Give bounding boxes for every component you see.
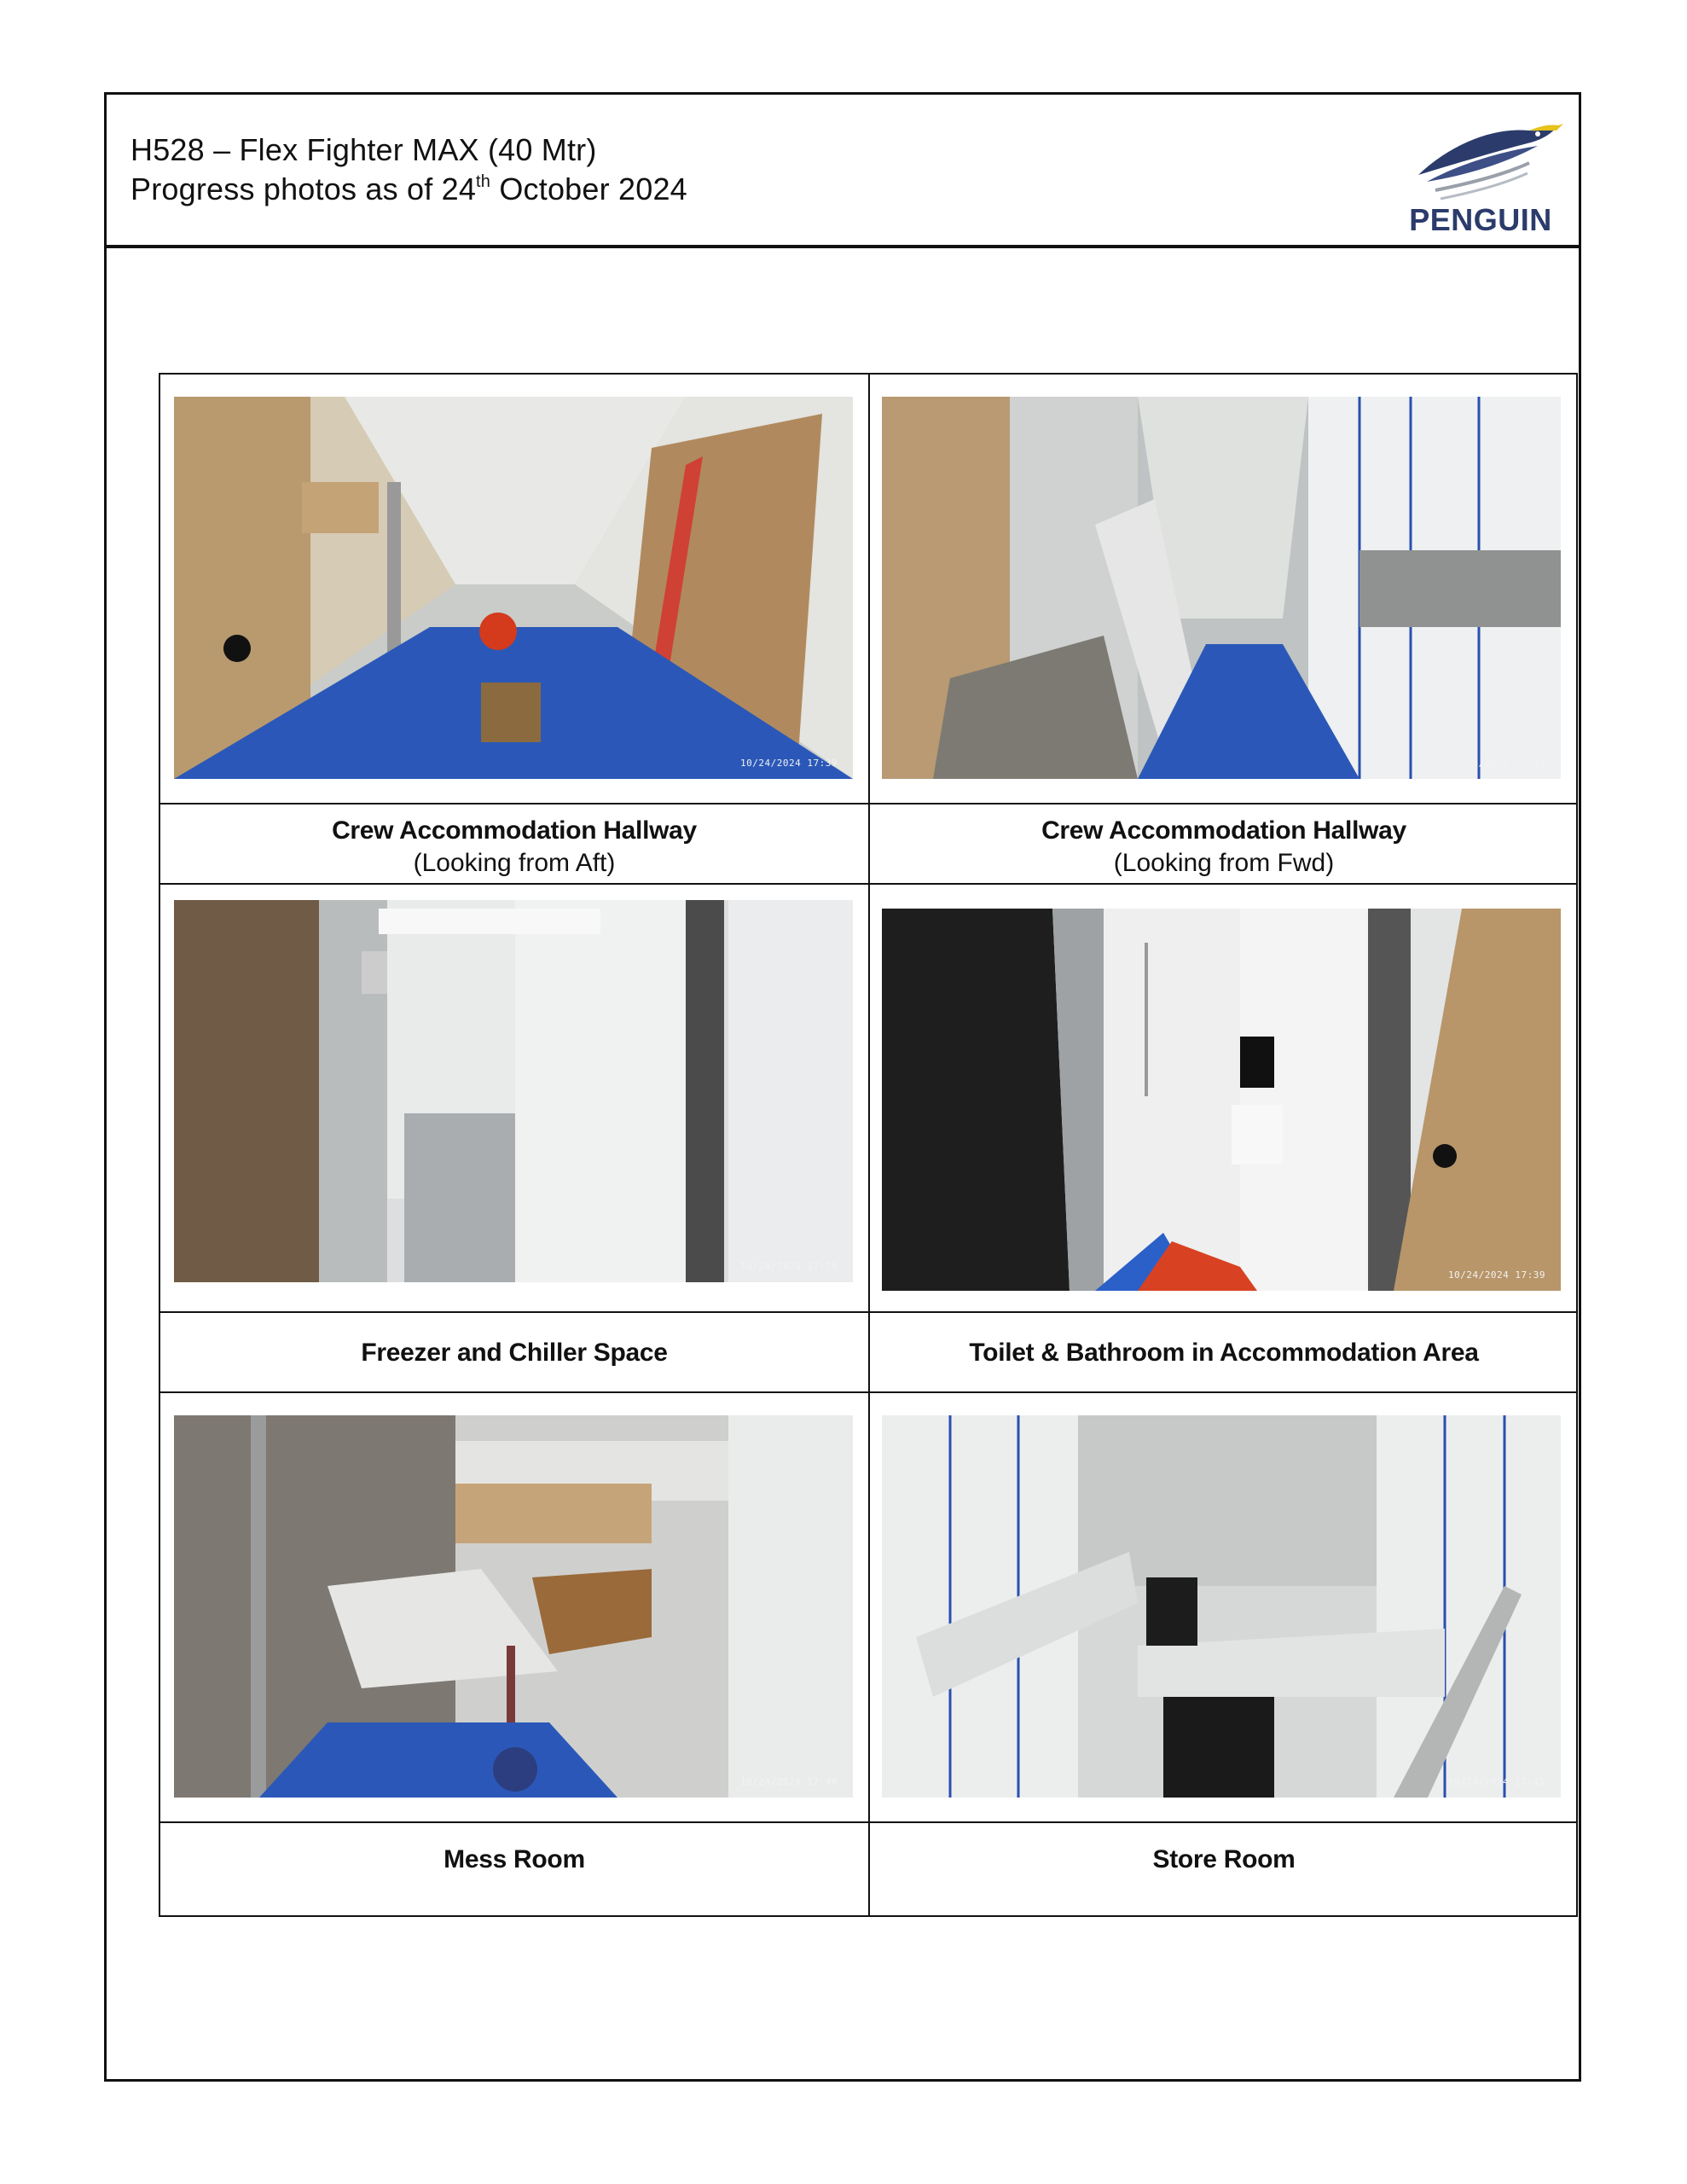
logo-wordmark: PENGUIN [1409, 202, 1552, 237]
photo-timestamp: 10/24/2024 17:42 [1448, 758, 1545, 769]
caption-title: Crew Accommodation Hallway [332, 816, 697, 845]
grid-divider [160, 1391, 1576, 1393]
photo-caption [160, 1337, 868, 1369]
document-header [107, 95, 1579, 248]
photo-timestamp: 10/24/2024 17:40 [740, 1776, 838, 1787]
caption-title: Store Room [1152, 1845, 1296, 1873]
caption-title: Mess Room [443, 1845, 585, 1873]
photo-hallway-fwd [882, 397, 1561, 779]
photo-caption [870, 1337, 1578, 1369]
grid-divider [160, 1311, 1576, 1313]
document-title: H528 – Flex Fighter MAX (40 Mtr) [130, 132, 597, 167]
document-subtitle: Progress photos as of 24th October 2024 [130, 171, 687, 206]
grid-divider [868, 375, 870, 1915]
photo-freezer-chiller [174, 900, 853, 1282]
grid-divider [160, 803, 1576, 804]
photo-caption [160, 1844, 868, 1876]
grid-divider [160, 883, 1576, 885]
photo-caption [870, 815, 1578, 880]
photo-caption [870, 1844, 1578, 1876]
caption-title: Crew Accommodation Hallway [1041, 816, 1406, 845]
photo-toilet-bathroom [882, 909, 1561, 1291]
photo-timestamp: 10/24/2024 17:29 [740, 1261, 838, 1272]
photo-timestamp: 10/24/2024 17:39 [1448, 1269, 1545, 1281]
photo-mess-room [174, 1415, 853, 1798]
photo-timestamp: 10/24/2024 17:39 [740, 758, 838, 769]
caption-subtitle: (Looking from Fwd) [1113, 849, 1335, 877]
photo-hallway-aft [174, 397, 853, 779]
grid-divider [160, 1821, 1576, 1823]
photo-timestamp: 10/24/2024 17:41 [1448, 1776, 1545, 1787]
photo-caption [160, 815, 868, 880]
caption-title: Toilet & Bathroom in Accommodation Area [969, 1339, 1479, 1367]
caption-title: Freezer and Chiller Space [361, 1339, 668, 1367]
photo-grid [159, 373, 1578, 1917]
caption-subtitle: (Looking from Aft) [413, 849, 616, 877]
photo-store-room [882, 1415, 1561, 1798]
